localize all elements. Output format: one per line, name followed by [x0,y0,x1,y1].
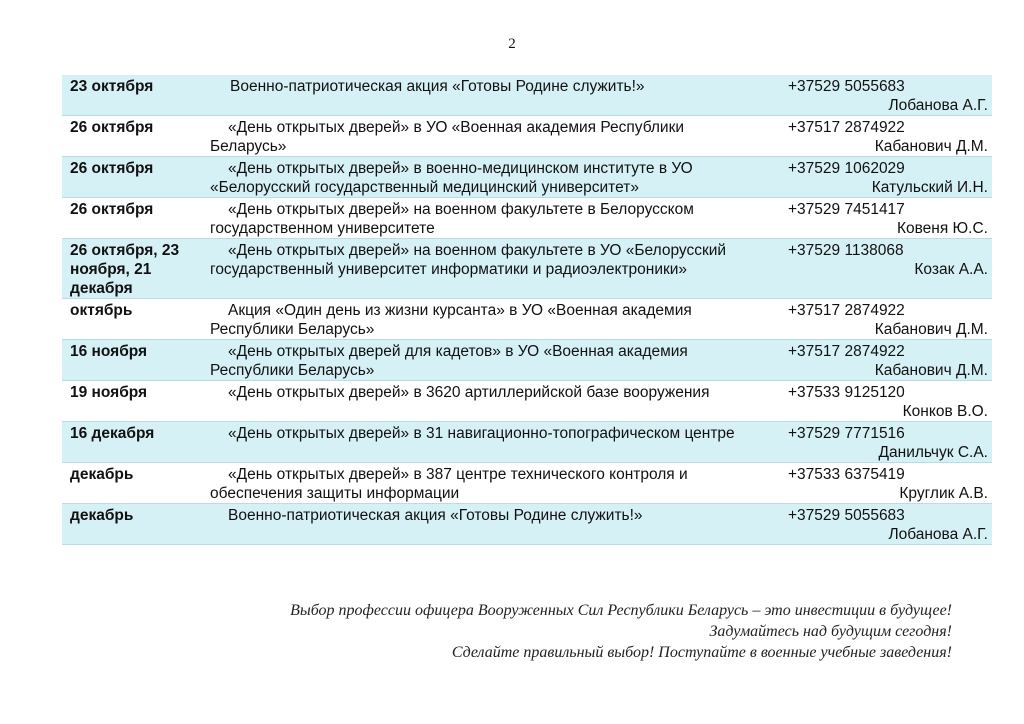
event-contact [764,198,992,239]
event-description: «День открытых дверей для кадетов» в УО «Военная академия Республики Беларусь» [210,340,764,381]
contact-person: Ковеня Ю.С. [896,220,988,237]
table-row [62,239,992,299]
event-date: декабрь [62,504,210,545]
event-description: «День открытых дверей» в 31 навигационно-топографическом центре [210,422,764,463]
contact-phone: +37529 5055683 [788,507,905,524]
table-row [62,157,992,198]
table-row [62,75,992,116]
table-row [62,463,992,504]
event-description: Военно-патриотическая акция «Готовы Родине служить!» [210,504,764,545]
contact-phone: +37529 1062029 [788,160,905,177]
event-date: 26 октября [62,157,210,198]
footer-line: Задумайтесь над будущим сегодня! [709,623,952,640]
event-contact [764,157,992,198]
table-row [62,198,992,239]
contact-person: Данильчук С.А. [878,444,988,461]
event-date: 16 декабря [62,422,210,463]
contact-person: Козак А.А. [914,261,988,278]
event-contact [764,504,992,545]
contact-phone: +37529 1138068 [788,242,904,259]
event-contact [764,239,992,299]
event-contact [764,116,992,157]
event-date: декабрь [70,466,134,483]
footer-slogan [290,600,952,663]
contact-phone: +37517 2874922 [788,343,905,360]
events-table [62,75,992,545]
contact-person: Конков В.О. [902,403,988,420]
contact-person: Кабанович Д.М. [874,362,988,379]
page-number: 2 [508,36,516,52]
event-description: «День открытых дверей» в УО «Военная академия Республики Беларусь» [210,119,685,155]
table-row [62,116,992,157]
event-description: Акция «Один день из жизни курсанта» в УО «Военная академия Республики Беларусь» [210,302,692,338]
event-description: «День открытых дверей» на военном факультете в Белорусском государственном университете [210,201,694,237]
event-description: Военно-патриотическая акция «Готовы Родине служить!» [210,75,764,116]
footer-line: Выбор профессии офицера Вооруженных Сил Республики Беларусь – это инвестиции в будущее! [290,602,952,619]
contact-phone: +37533 9125120 [788,384,905,401]
event-date: 26 октября [70,201,154,218]
event-description: «День открытых дверей» на военном факультете в УО «Белорусский государственный университет информатики и радиоэлектроники» [210,239,764,299]
contact-person: Катульский И.Н. [871,179,988,196]
event-contact [764,381,992,422]
event-date: октябрь [70,302,133,319]
table-row [62,504,992,545]
event-description: «День открытых дверей» в 387 центре технического контроля и обеспечения защиты информации [210,466,688,502]
event-date: 26 октября, 23 ноября, 21 декабря [62,239,210,299]
event-description: «День открытых дверей» в военно-медицинском институте в УО «Белорусский государственный медицинский университет» [210,157,764,198]
table-row [62,422,992,463]
contact-phone: +37529 7451417 [788,201,905,218]
contact-phone: +37529 7771516 [788,425,905,442]
event-date: 16 ноября [62,340,210,381]
contact-person: Кабанович Д.М. [874,321,988,338]
table-row [62,340,992,381]
contact-phone: +37529 5055683 [788,78,905,95]
table-row [62,299,992,340]
event-contact [764,463,992,504]
contact-person: Кабанович Д.М. [874,138,988,155]
event-description: «День открытых дверей» в 3620 артиллерийской базе вооружения [228,384,710,401]
event-date: 26 октября [70,119,154,136]
event-contact [764,422,992,463]
contact-phone: +37517 2874922 [788,302,905,319]
event-date: 23 октября [62,75,210,116]
table-row [62,381,992,422]
event-contact [764,75,992,116]
event-date: 19 ноября [70,384,148,401]
event-contact [764,299,992,340]
contact-person: Круглик А.В. [899,485,988,502]
contact-phone: +37533 6375419 [788,466,905,483]
event-contact [764,340,992,381]
contact-phone: +37517 2874922 [788,119,905,136]
contact-person: Лобанова А.Г. [888,97,988,114]
footer-line: Сделайте правильный выбор! Поступайте в военные учебные заведения! [451,644,952,661]
contact-person: Лобанова А.Г. [888,526,988,543]
